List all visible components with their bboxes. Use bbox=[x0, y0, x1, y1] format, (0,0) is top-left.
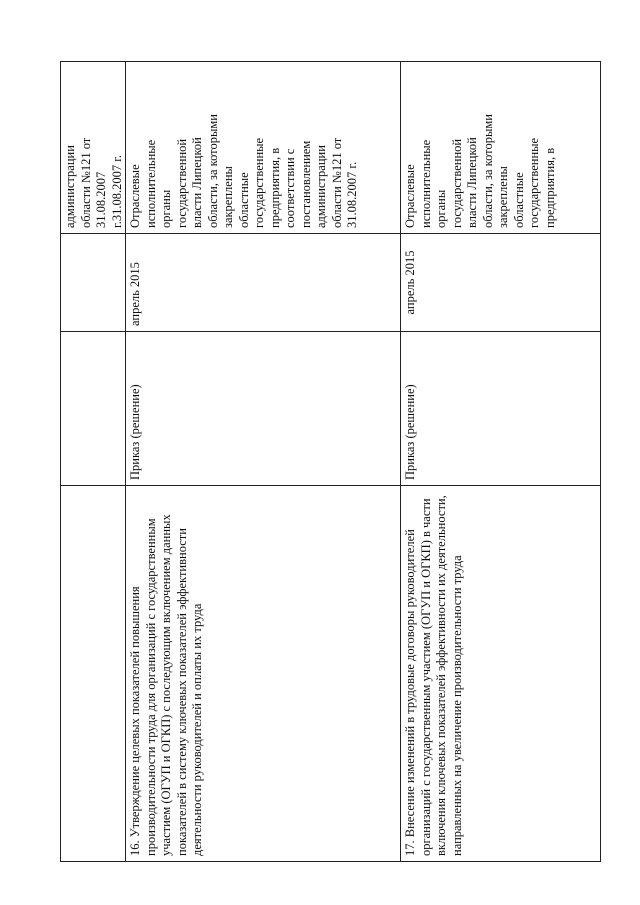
deadline-text: апрель 2015 bbox=[128, 262, 142, 326]
task-cell bbox=[401, 486, 601, 862]
deadline-cell bbox=[126, 234, 401, 332]
rotated-table-frame bbox=[60, 62, 600, 862]
responsible-text: администрации области №121 от 31.08.2007 г.31.08.2007 г. bbox=[63, 137, 124, 228]
responsible-cell bbox=[401, 62, 601, 234]
task-cell bbox=[126, 486, 401, 862]
document-cell bbox=[401, 332, 601, 486]
document-cell-empty bbox=[61, 332, 126, 486]
deadline-cell bbox=[401, 234, 601, 332]
responsible-cell bbox=[61, 62, 126, 234]
task-text: 16. Утверждение целевых показателей повышения производительности труда для организаций с государственным участием (ОГУП и ОГКП) с последующим включением данных показателей в систему ключевых показателей эффективности деятельности руководителей и оплаты их труда bbox=[128, 514, 204, 856]
document-cell bbox=[126, 332, 401, 486]
task-cell-empty bbox=[61, 486, 126, 862]
table-row bbox=[126, 62, 401, 862]
document-text: Приказ (решение) bbox=[403, 384, 417, 480]
responsible-text: Отраслевые исполнительные органы государственной власти Липецкой области, за которыми закреплены областные государственные предприятия, в соответствии с постановлением администрации области №121 от 31.08.2007 г. bbox=[128, 114, 359, 228]
document-text: Приказ (решение) bbox=[128, 384, 142, 480]
deadline-text: апрель 2015 bbox=[403, 250, 417, 315]
measures-table bbox=[60, 61, 601, 862]
responsible-text: Отраслевые исполнительные органы государственной власти Липецкой области, за которыми закреплены областные государственные предприятия, в bbox=[403, 114, 557, 228]
table-row bbox=[401, 62, 601, 862]
deadline-cell-empty bbox=[61, 234, 126, 332]
table-row-continuation bbox=[61, 62, 126, 862]
task-text: 17. Внесение изменений в трудовые договоры руководителей организаций с государственным участием (ОГУП и ОГКП) в части включения ключевых показателей эффективности их деятельности, направленных на увеличение производительности труда bbox=[403, 495, 464, 856]
responsible-cell bbox=[126, 62, 401, 234]
